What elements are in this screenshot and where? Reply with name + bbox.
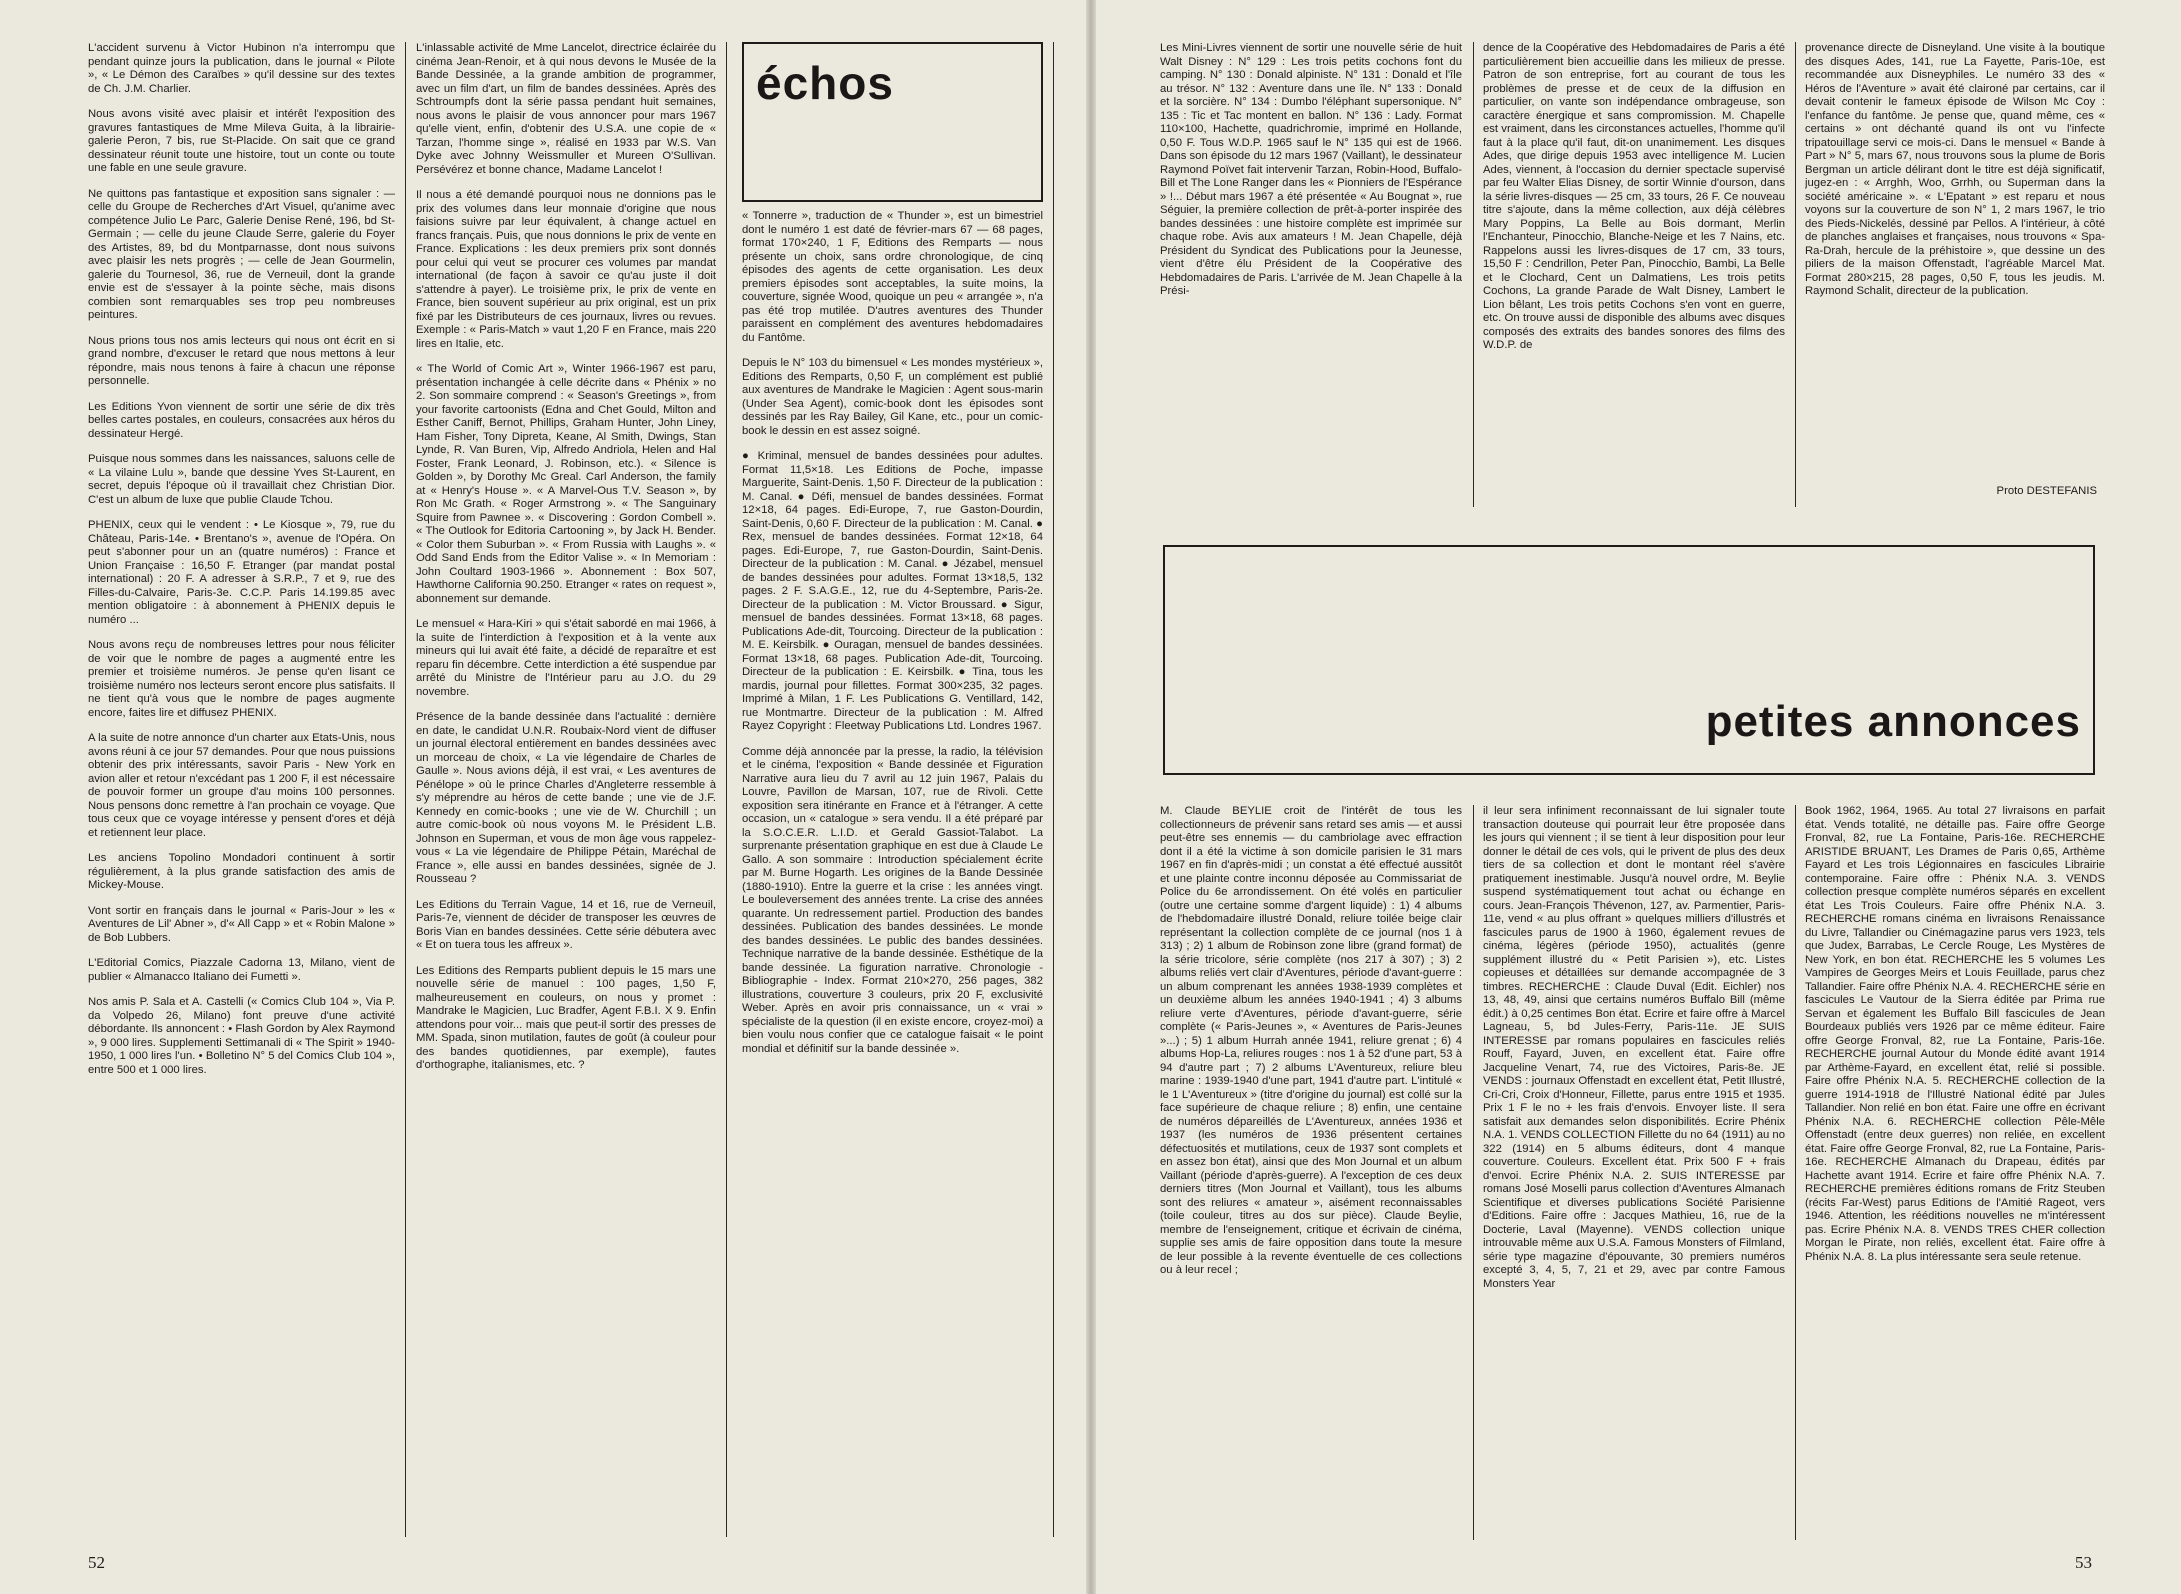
- right-top-col-2: [1483, 42, 1785, 512]
- column-rule: [1053, 42, 1054, 1537]
- echos-header-box: [742, 42, 1043, 202]
- news-item: Puisque nous sommes dans les naissances, saluons celle de « La vilaine Lulu », bande que dessine Yves St-Laurent, en secret, depuis l'époque où il travaillait chez Christian Dior. C'est un album de luxe que publie Claude Tchou.: [88, 453, 395, 506]
- news-item: Le mensuel « Hara-Kiri » qui s'était sabordé en mai 1966, à la suite de l'interdiction à l'exposition et à la vente aux mineurs qui lui avait été faite, a décidé de reparaître et est reparu fin décembre. Cette interdiction a été suspendue par arrêté du Ministre de l'Intérieur paru au J.O. du 29 novembre.: [416, 618, 716, 698]
- news-item: Nous avons visité avec plaisir et intérêt l'exposition des gravures fantastiques de Mme Mileva Guita, à la librairie-galerie Peron, 7 bis, rue St-Placide. On sait que ce grand dessinateur réunit toute une histoire, tout un conte ou toute une fable en une seule gravure.: [88, 108, 395, 174]
- news-item: Nos amis P. Sala et A. Castelli (« Comics Club 104 », Via P. da Volpedo 26, Milano) font preuve d'une activité débordante. Ils annoncent : • Flash Gordon by Alex Raymond », 9 000 lires. Supplementi Settimanali di « The Spirit » 1940-1950, 1 000 lires l'un. • Bolletino N° 5 del Comics Club 104 », entre 500 et 1 000 lires.: [88, 996, 395, 1076]
- news-item: Nous prions tous nos amis lecteurs qui nous ont écrit en si grand nombre, d'excuser le retard que nous mettons à leur répondre, mais nous tenons à faire à chacun une réponse personnelle.: [88, 334, 395, 387]
- left-col-2: [416, 42, 716, 1542]
- news-item: PHENIX, ceux qui le vendent : • Le Kiosque », 79, rue du Château, Paris-14e. • Brentano's », avenue de l'Opéra. On peut s'abonner pour un an (quatre numéros) : France et Union Française : 16,50 F. Etranger (par mandat postal international) : 20 F. A adresser à S.R.P., 7 et 9, rue des Filles-du-Calvaire, Paris-3e. C.C.P. Paris 14.199.85 avec mention obligatoire : à abonnement à PHENIX depuis le numéro ...: [88, 519, 395, 626]
- news-item: Les Mini-Livres viennent de sortir une nouvelle série de huit Walt Disney : N° 129 : Les trois petits cochons font du camping. N° 130 : Donald alpiniste. N° 131 : Donald et l'île au trésor. N° 132 : Aventure dans une île. N° 133 : Donald et la sorcière. N° 134 : Dumbo l'éléphant supersonique. N° 135 : Tic et Tac montent en ballon. N° 136 : Lady. Format 110×100, Hachette, quadrichromie, imprimé en Hollande, 0,50 F. Tous W.D.P. 1965 sauf le N° 135 qui est de 1966. Dans son épisode du 12 mars 1967 (Vaillant), le dessinateur Raymond Poïvet fait intervenir Tarzan, Robin-Hood, Buffalo-Bill et The Lone Ranger dans les « Pionniers de l'Espérance » !... Début mars 1967 a été présentée « Au Bougnat », rue Séguier, la première collection de prêt-à-porter inspirée des bandes dessinées : une histoire complète est imprimée sur chaque robe. Avis aux amateurs ! M. Jean Chapelle, déjà Président du Syndicat des Publications pour la Jeunesse, vient d'être élu Président de la Coopérative des Hebdomadaires de Paris. L'arrivée de M. Jean Chapelle à la Prési-: [1160, 42, 1462, 297]
- echos-column: [742, 210, 1043, 1542]
- annonces-col-3: [1805, 805, 2105, 1545]
- classified-ad: Book 1962, 1964, 1965. Au total 27 livraisons en parfait état. Vends totalité, ne détaille pas. Faire offre George Fronval, 82, rue La Fontaine, Paris-16e. RECHERCHE ARISTIDE BRUANT, Les Drames de Paris 0,65, Arthème Fayard et Les trois Légionnaires en fascicules Librairie contemporaine. Faire offre : Phénix N.A. 3. VENDS collection presque complète numéros séparés en excellent état Les Trois Couleurs. Faire offre Phénix N.A. 3. RECHERCHE romans cinéma en livraisons Renaissance du Livre, Tallandier ou Cinémagazine parus vers 1923, tels que Judex, Barrabas, Le Cercle Rouge, Les Mystères de New York, en bon état. RECHERCHE les 5 volumes Les Vampires de Georges Meirs et Louis Feuillade, parus chez Tallandier. Faire offre Phénix N.A. 4. RECHERCHE série en fascicules Le Vautour de la Sierra éditée par Prima rue Servan et également les Buffalo Bill fascicules de Jean Bourdeaux publiés vers 1926 par ce même éditeur. Faire offre George Fronval, 82, rue La Fontaine, Paris-16e. RECHERCHE journal Autour du Monde édité avant 1914 par Arthème-Fayard, en excellent état, relié si possible. Faire offre Phénix N.A. 5. RECHERCHE collection de la guerre 1914-1918 de l'Illustré National édité par Jules Tallandier. Non relié en bon état. Faire une offre en écrivant Phénix N.A. 6. RECHERCHE collection Pêle-Mêle Offenstadt (entre deux guerres) non reliée, en excellent état. Faire offre George Fronval, 82, rue La Fontaine, Paris-16e. RECHERCHE Almanach du Drapeau, édités par Hachette avant 1914. Ecrire et faire offre Phénix N.A. 7. RECHERCHE premières éditions romans de Fritz Steuben (récits Far-West) parus Editions de l'Amitié Rageot, vers 1946. Attention, les rééditions nouvelles ne m'intéressent pas. Ecrire Phénix N.A. 8. VENDS TRES CHER collection Morgan le Pirate, non reliés, excellent état. Faire offre à Phénix N.A. 8. La plus intéressante sera seule retenue.: [1805, 805, 2105, 1263]
- news-item: Comme déjà annoncée par la presse, la radio, la télévision et le cinéma, l'exposition « Bande dessinée et Figuration Narrative aura lieu du 7 avril au 12 juin 1967, Palais du Louvre, Pavillon de Marsan, 107, rue de Rivoli. Cette exposition sera itinérante en France et à l'étranger. A cette occasion, un « catalogue » sera vendu. Il a été préparé par la S.O.C.E.R. L.I.D. et Gerald Gassiot-Talabot. La surprenante présentation graphique en est due à Claude Le Gallo. A son sommaire : Introduction spécialement écrite par M. Burne Hogarth. Les origines de la Bande Dessinée (1880-1910). Entre la guerre et la crise : les années vingt. Le bouleversement des années trente. La crise des années quarante. Un redressement partiel. Production des bandes dessinées. Publication des bandes dessinées. Le monde des bandes dessinées. Le public des bandes dessinées. Technique narrative de la bande dessinée. Esthétique de la bande dessinée. La figuration narrative. Chronologie - Bibliographie - Index. Format 210×270, 256 pages, 382 illustrations, couverture 3 couleurs, prix 20 F, exclusivité Weber. Après en avoir pris connaissance, un « vrai » spécialiste de la question (il en existe encore, croyez-moi) a bien voulu nous confier que ce catalogue faisait « le point mondial et définitif sur la bande dessinée ».: [742, 745, 1043, 1055]
- news-item: provenance directe de Disneyland. Une visite à la boutique des disques Ades, 141, rue La Fayette, Paris-10e, est recommandée aux Disneyphiles. Le numéro 33 des « Héros de l'Aventure » avait été claironé par certains, car il devait contenir le fameux épisode de Wilson Mc Coy : l'enfance du fantôme. Je pense que, quand même, ces « certains » ont déchanté quand ils ont vu l'infecte tripatouillage servi ce mois-ci. Dans le mensuel « Bande à Part » N° 5, mars 67, nous trouvons sous la plume de Boris Bergman un article délirant dont le titre est déjà significatif, jugez-en : « Arrghh, Woo, Grrhh, ou Superman dans la société américaine ». « L'Epatant » est reparu et nous voyons sur la couverture de son N° 1, 2 mars 1967, le trio des Pieds-Nickelés, dessiné par Pellos. A l'intérieur, à côté de planches anglaises et françaises, nous trouvons « Spa-Ra-Drah, hercule de la préhistoire », que dessine un des piliers de la maison Offenstadt, l'agréable Marcel Mat. Format 280×215, 28 pages, 0,50 F, tous les jeudis. M. Raymond Schalit, directeur de la publication.: [1805, 42, 2105, 297]
- news-item: Depuis le N° 103 du bimensuel « Les mondes mystérieux », Editions des Remparts, 0,50 F, un complément est publié aux aventures de Mandrake le Magicien : Agent sous-marin (Under Sea Agent), comic-book dont les épisodes sont dessinés par les Ray Bailey, Gil Kane, etc., pour un comic-book le dessin en est assez soigné.: [742, 357, 1043, 437]
- classified-ad: M. Claude BEYLIE croit de l'intérêt de tous les collectionneurs de prévenir sans retard ses amis — et aussi peut-être ses ennemis — du cambriolage avec effraction dont il a été la victime à son domicile parisien le 31 mars 1967 en fin d'après-midi ; un constat a été effectué aussitôt et une plainte contre inconnu déposée au Commissariat de Police du 6e arrondissement. On été volés en particulier (outre une certaine somme d'argent liquide) : 1) 4 albums de l'hebdomadaire illustré Donald, reliure toilée beige clair représentant la collection complète de ce journal (nos 1 à 313) ; 2) 1 album de Robinson zone libre (grand format) de la série tricolore, série complète (nos 217 à 307) ; 3) 2 albums reliés vert clair d'Aventures, période d'avant-guerre : un album comprenant les années 1938-1939 complètes et un deuxième album les années 1940-1941 ; 4) 3 albums reliure verte d'Aventures, période d'avant-guerre, série complète (« Paris-Jeunes », « Aventures de Paris-Jeunes »...) ; 5) 1 album Hurrah année 1941, reliure grenat ; 6) 4 albums Hop-La, reliures rouges : nos 1 à 52 d'une part, 53 à 94 d'autre part ; 7) 2 albums L'Aventureux, reliure bleu marine : 1939-1940 d'une part, 1941 d'autre part. L'intitulé « le 1 L'Aventureux » (titre d'origine du journal) est collé sur la face supérieure de chaque reliure ; 8) enfin, une centaine de numéros dépareillés de L'Aventureux, années 1936 et 1937 (les numéros de 1936 présentent certaines défectuosités et mutilations, ceux de 1937 sont complets et en assez bon état), ainsi que des Mon Journal et un album Vaillant (période d'après-guerre). A l'exception de ces deux derniers titres (Mon Journal et Vaillant), tous les albums sont des reliures « amateur », aisément reconnaissables (toile couleur, titres au dos sur pièce). Claude Beylie, membre de l'enseignement, critique et écrivain de cinéma, supplie ses amis de faire opposition dans toute la mesure de leur possible à la revente éventuelle de ces collections ou à leur recel ;: [1160, 805, 1462, 1276]
- column-rule: [726, 42, 727, 1537]
- news-item: Vont sortir en français dans le journal « Paris-Jour » les « Aventures de Lil' Abner », d'« All Capp » et « Robin Malone » de Bob Lubbers.: [88, 904, 395, 944]
- classified-ad: il leur sera infiniment reconnaissant de lui signaler toute transaction douteuse qui pourrait leur être proposée dans les jours qui viennent ; il se tient à leur disposition pour leur donner le détail de ces vols, qui le privent de plus des deux tiers de sa collection et dont le montant réel s'avère pratiquement inestimable. Jusqu'à nouvel ordre, M. Beylie suspend systématiquement tout achat ou échange en cours. Jean-François Thévenon, 127, av. Parmentier, Paris-11e, vend « au plus offrant » quelques milliers d'illustrés et fascicules parus de 1900 à 1960, également revues de cinéma, légères (période 1950), actualités (genre supplément illustré du « Petit Parisien »), etc. Listes copieuses et détaillées sur demande accompagnée de 3 timbres. RECHERCHE : Claude Duval (Edit. Eichler) nos 13, 48, 49, ainsi que certains numéros Buffalo Bill (même édit.) à 0,25 centimes Bon état. Ecrire et faire offre à Marcel Lagneau, 5, bd Jules-Ferry, Paris-11e. JE SUIS INTERESSE par romans populaires en fascicules reliés Rouff, Fayard, Juven, en excellent état. Faire offre Jacqueline Venart, 74, rue des Victoires, Paris-8e. JE VENDS : journaux Offenstadt en excellent état, Petit Illustré, Cri-Cri, Croix d'Honneur, Fillette, parus entre 1915 et 1935. Prix 1 F le no + les frais d'envois. Envoyer liste. Il sera satisfait aux demandes selon disponibilités. Ecrire Phénix N.A. 1. VENDS COLLECTION Fillette du no 64 (1911) au no 322 (1914) en 5 albums éditeurs, dont 4 manque couverture. Couleurs. Excellent état. Prix 500 F + frais d'envoi. Ecrire Phénix N.A. 2. SUIS INTERESSE par romans José Moselli parus collection d'Aventures Almanach Scientifique et diverses publications Société Parisienne d'Editions. Faire offre : Jacques Mathieu, 16, rue de la Docterie, Laval (Mayenne). VENDS collection unique introuvable même aux U.S.A. Famous Monsters of Filmland, série type magazine d'épouvante, 30 premiers numéros excepté 3, 4, 5, 7, 21 et 29, avec par contre Famous Monsters Year: [1483, 805, 1785, 1290]
- column-rule: [1473, 805, 1474, 1540]
- news-item: Les Editions Yvon viennent de sortir une série de dix très belles cartes postales, en couleurs, consacrées aux héros du dessinateur Hergé.: [88, 400, 395, 440]
- news-item: dence de la Coopérative des Hebdomadaires de Paris a été particulièrement bien accueillie dans les milieux de presse. Patron de son entreprise, fort au courant de tous les problèmes de presse et de ceux de la diffusion en particulier, on vante son indépendance ombrageuse, son caractère énergique et sans compromission. M. Chapelle est vraiment, dans les circonstances actuelles, l'homme qu'il faut à la place qu'il faut, dit-on unanimement. Les disques Ades, que dirige depuis 1953 avec intelligence M. Lucien Ades, viennent, à l'occasion du dernier spectacle supervisé par feu Walter Elias Disney, de sortir Winnie d'ourson, dans la série livres-disques — 25 cm, 33 tours, 26 F. Ce nouveau titre s'ajoute, dans la même collection, aux déjà célèbres Mary Poppins, La Belle au Bois dormant, Merlin l'Enchanteur, Pinocchio, Blanche-Neige et les 7 Nains, etc. Rappelons aussi les livres-disques de 17 cm, 33 tours, 15,50 F : Cendrillon, Peter Pan, Pinocchio, Bambi, La Belle et le Clochard, Cent un Dalmatiens, Les trois petits Cochons, La grande Parade de Walt Disney, Lambert le Lion bêlant, Les trois petits Cochons s'en vont en guerre, etc. On trouve aussi de disponible des albums avec disques composés des extraits des bandes sonores des films des W.D.P. de: [1483, 42, 1785, 351]
- right-top-col-1: [1160, 42, 1462, 512]
- news-item: L'accident survenu à Victor Hubinon n'a interrompu que pendant quinze jours la publication, dans le journal « Pilote », « Le Démon des Caraïbes » qu'il dessine sur des textes de Ch. J.M. Charlier.: [88, 42, 395, 95]
- column-rule: [1473, 42, 1474, 507]
- column-rule: [1795, 805, 1796, 1540]
- news-item: A la suite de notre annonce d'un charter aux Etats-Unis, nous avons réuni à ce jour 57 demandes. Pour que nous puissions obtenir des prix intéressants, savoir Paris - New York en avion aller et retour n'excédant pas 1 200 F, il est nécessaire de pouvoir former un groupe d'au moins 100 personnes. Nous pensons donc remettre à l'an prochain ce voyage. Que tous ceux que ce voyage intéresse y pensent d'ores et déjà et retiennent leur place.: [88, 732, 395, 839]
- news-item: Les Editions des Remparts publient depuis le 15 mars une nouvelle série de manuel : 100 pages, 1,50 F, malheureusement en couleurs, on nous y promet : Mandrake le Magicien, Luc Bradfer, Agent F.B.I. X 9. Enfin attendons pour voir... mais que peut-il sortir des presses de MM. Spada, sinon mutilation, fautes de goût (à couleur pour des bandes quotidiennes, par exemple), fautes d'orthographe, italianismes, etc. ?: [416, 964, 716, 1071]
- news-item: ● Kriminal, mensuel de bandes dessinées pour adultes. Format 11,5×18. Les Editions de Poche, impasse Marguerite, Saint-Denis. 1,50 F. Directeur de la publication : M. Canal. ● Défi, mensuel de bandes dessinées. Format 12×18, 64 pages. Edi-Europe, 7, rue Gaston-Dourdin, Saint-Denis, 0,60 F. Directeur de la publication : M. Canal. ● Rex, mensuel de bandes dessinées. Format 12×18, 64 pages. Edi-Europe, 7, rue Gaston-Dourdin, Saint-Denis. Directeur de la publication : M. Canal. ● Jézabel, mensuel de bandes dessinées pour adultes. Format 13×18,5, 132 pages. 2 F. S.A.G.E., 12, rue du 4-Septembre, Paris-2e. Directeur de la publication : M. Victor Broussard. ● Sigur, mensuel de bandes dessinées. Format 13×18, 68 pages. Publications Ade-dit, Tourcoing. Directeur de la publication : M. E. Keirsbilk. ● Ouragan, mensuel de bandes dessinées. Format 13×18, 68 pages. Publication Ade-dit, Tourcoing. Directeur de la publication : E. Keirsbilk. ● Tina, tous les mardis, journal pour fillettes. Format 300×235, 32 pages. Imprimé à Milan, 1 F. Les Publications G. Ventillard, 142, rue Montmartre. Directeur de la publication : M. Alfred Rayez Copyright : Fleetway Publications Ltd. Londres 1967.: [742, 450, 1043, 732]
- echos-title: échos: [756, 57, 894, 109]
- author-signature: Proto DESTEFANIS: [1996, 485, 2097, 497]
- left-col-1: [88, 42, 395, 1542]
- column-rule: [1795, 42, 1796, 507]
- news-item: L'inlassable activité de Mme Lancelot, directrice éclairée du cinéma Jean-Renoir, et à qui nous devons le Musée de la Bande Dessinée, a la grande ambition de programmer, avec un film d'art, un film de bandes dessinées. Après des Schtroumpfs dont la série passa pendant huit semaines, nous avons le plaisir de vous annoncer pour mars 1967 qu'elle vient, enfin, d'obtenir des U.S.A. une copie de « Tarzan, l'homme singe », réalisé en 1933 par W.S. Van Dyke avec Johnny Weissmuller et Mureen O'Sullivan. Persévérez et bonne chance, Madame Lancelot !: [416, 42, 716, 176]
- news-item: Présence de la bande dessinée dans l'actualité : dernière en date, le candidat U.N.R. Roubaix-Nord vient de diffuser un journal électoral entièrement en bandes dessinées avec un morceau de choix, « La vie légendaire de Charles de Gaulle ». Nous avions déjà, il est vrai, « Les aventures de Pénélope » où le prince Charles d'Angleterre ressemble à s'y méprendre au héros de cette bande ; une vie de J.F. Kennedy en comic-books ; une vie de W. Churchill ; un autre comic-book où nous voyons M. le Président L.B. Johnson en Superman, et vous de mon âge vous rappelez-vous « La vie légendaire de Philippe Pétain, Maréchal de France », elle aussi en bandes dessinées, signée de J. Rousseau ?: [416, 711, 716, 885]
- page-number-right: 53: [2075, 1553, 2092, 1572]
- annonces-col-2: [1483, 805, 1785, 1545]
- news-item: Nous avons reçu de nombreuses lettres pour nous féliciter de voir que le nombre de pages a augmenté entre les premier et troisième numéros. Je pense qu'en lisant ce troisième numéro nos lecteurs seront encore plus satisfaits. Il ne tient qu'à vous que le nombre de pages augmente encore, faites lire et diffusez PHENIX.: [88, 639, 395, 719]
- annonces-title: petites annonces: [1705, 697, 2081, 746]
- spine-gutter: [1086, 0, 1096, 1594]
- right-top-col-3: [1805, 42, 2105, 492]
- news-item: L'Editorial Comics, Piazzale Cadorna 13, Milano, vient de publier « Almanacco Italiano dei Fumetti ».: [88, 957, 395, 983]
- page-number-left: 52: [88, 1553, 105, 1572]
- news-item: « Tonnerre », traduction de « Thunder », est un bimestriel dont le numéro 1 est daté de février-mars 67 — 68 pages, format 170×240, 1 F, Editions des Remparts — nous présente un choix, sans ordre chronologique, de cinq épisodes des agents de cette organisation. Les deux premiers épisodes sont acceptables, la suite moins, la couverture, signée Wood, quoique un peu « arrangée », n'a pas été trop mutilée. D'autres aventures des Thunder paraissent en complément des aventures hebdomadaires du Fantôme.: [742, 210, 1043, 344]
- news-item: Ne quittons pas fantastique et exposition sans signaler : — celle du Groupe de Recherches d'Art Visuel, qu'anime avec compétence Julio Le Parc, Galerie Denise René, 196, bd St-Germain ; — celle du jeune Claude Serre, galerie du Foyer des Artistes, 89, bd du Montparnasse, dont nous suivons avec plaisir les nets progrès ; — celle de Jean Gourmelin, galerie du Tournesol, 36, rue de Verneuil, dont la grande envie est de s'essayer à la pointe sèche, mais disons combien sont remarquables ses trop peu nombreuses peintures.: [88, 187, 395, 321]
- news-item: « The World of Comic Art », Winter 1966-1967 est paru, présentation inchangée à celle décrite dans « Phénix » no 2. Son sommaire comprend : « Season's Greetings », from your favorite cartoonists (Edna and Chet Gould, Milton and Esther Caniff, Bernot, Phillips, Graham Hunter, John Liney, Ham Fisher, Tony Dipreta, Keane, Al Smith, Dwings, Stan Lynde, R. Van Buren, Vip, Alfredo Andriola, Helen and Hal Foster, Frank Leonard, J. Robinson, etc.). « Silence is Golden », by Dorothy Mc Greal. Carl Anderson, the family at « Henry's House ». « A Marvel-Ous T.V. Season », by Ron Mc Grath. « Roger Armstrong ». « The Sanguinary Squire from Pawnee ». « Discovering : Gordon Combell ». « The Outlook for Editoria Cartooning », by Jack H. Bender. « Color them Suburban ». « From Russia with Laughs ». « Odd Sand Ends from the Editor Valise ». « In Memoriam : John Coultard 1903-1966 ». Abonnement : Box 507, Hawthorne California 90.250. Etranger « rates on request », abonnement sur demande.: [416, 363, 716, 605]
- annonces-col-1: [1160, 805, 1462, 1545]
- annonces-header-box: [1163, 545, 2095, 775]
- column-rule: [405, 42, 406, 1537]
- news-item: Les anciens Topolino Mondadori continuent à sortir régulièrement, à la plus grande satisfaction des amis de Mickey-Mouse.: [88, 852, 395, 891]
- news-item: Il nous a été demandé pourquoi nous ne donnions pas le prix des volumes dans leur monnaie d'origine que nous faisions suivre par leur équivalent, à change actuel en francs français. Puis, que nous donnions le prix de vente en France. Explications : les deux premiers prix sont donnés pour celui qui veut se procurer ces volumes par mandat international (de façon à savoir ce qu'au juste il doit s'attendre à payer). Le troisième prix, le prix de vente en France, bien souvent supérieur au prix original, est un prix fixé par les Distributeurs de ces journaux, livres ou revues. Exemple : « Paris-Match » vaut 1,20 F en France, mais 220 lires en Italie, etc.: [416, 189, 716, 350]
- news-item: Les Editions du Terrain Vague, 14 et 16, rue de Verneuil, Paris-7e, viennent de décider de transposer les œuvres de Boris Vian en bandes dessinées. Cette série débutera avec « Et on tuera tous les affreux ».: [416, 898, 716, 951]
